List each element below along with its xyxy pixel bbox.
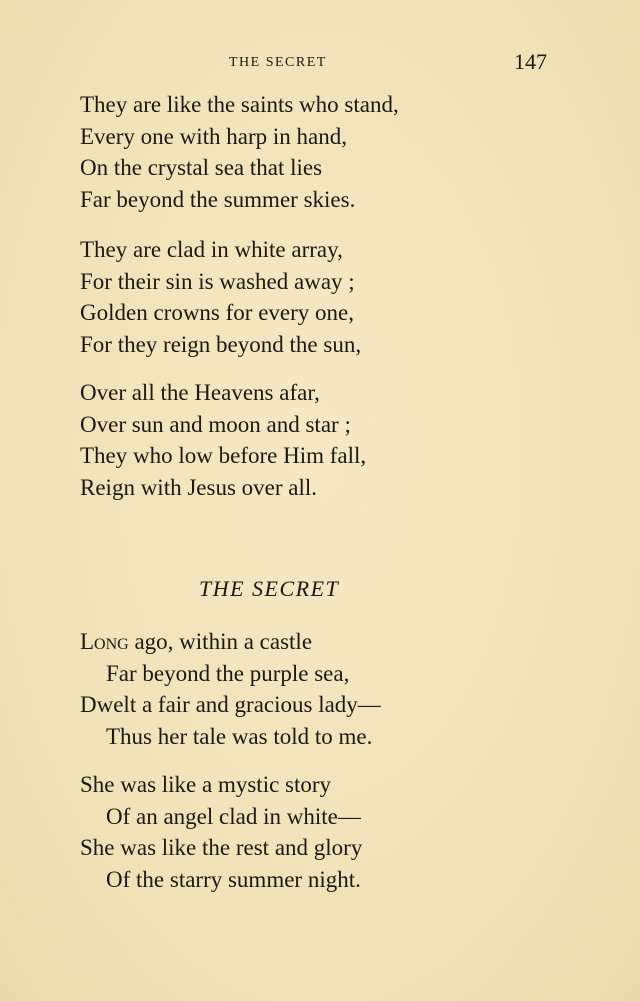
poem1-stanza-3 <box>80 377 366 503</box>
verse-line: Dwelt a fair and gracious lady— <box>80 692 381 717</box>
verse-line: She was like a mystic story <box>80 772 332 797</box>
verse-line: Thus her tale was told to me. <box>106 723 373 749</box>
poem1-stanza-1 <box>80 89 399 215</box>
verse-line: Every one with harp in hand, <box>80 123 347 149</box>
verse-line: Far beyond the purple sea, <box>106 660 350 686</box>
verse-line: They who low before Him fall, <box>80 443 367 468</box>
first-line-rest: ago, within a castle <box>128 629 313 654</box>
verse-line-first <box>80 626 381 658</box>
verse-line: For they reign beyond the sun, <box>80 331 362 357</box>
verse-line: Of an angel clad in white— <box>106 803 361 829</box>
verse-line: They are clad in white array, <box>80 237 343 262</box>
verse-line: Of the starry summer night. <box>106 866 361 892</box>
poem2-stanza-1 <box>80 626 381 752</box>
poem1-stanza-2 <box>80 234 361 360</box>
verse-line: For their sin is washed away ; <box>80 268 355 294</box>
verse-line: Far beyond the summer skies. <box>80 186 356 212</box>
verse-line: Over sun and moon and star ; <box>80 411 351 437</box>
verse-line: Golden crowns for every one, <box>80 300 354 325</box>
page-number: 147 <box>514 49 547 74</box>
verse-line: She was like the rest and glory <box>80 835 363 860</box>
running-title: THE SECRET <box>229 55 327 70</box>
poem2-stanza-2 <box>80 769 362 895</box>
initial-word: Long <box>80 629 129 654</box>
verse-line: Over all the Heavens afar, <box>80 380 320 405</box>
poem-title: THE SECRET <box>199 576 340 601</box>
verse-line: Reign with Jesus over all. <box>80 474 317 500</box>
verse-line: They are like the saints who stand, <box>80 92 399 117</box>
verse-line: On the crystal sea that lies <box>80 155 323 180</box>
